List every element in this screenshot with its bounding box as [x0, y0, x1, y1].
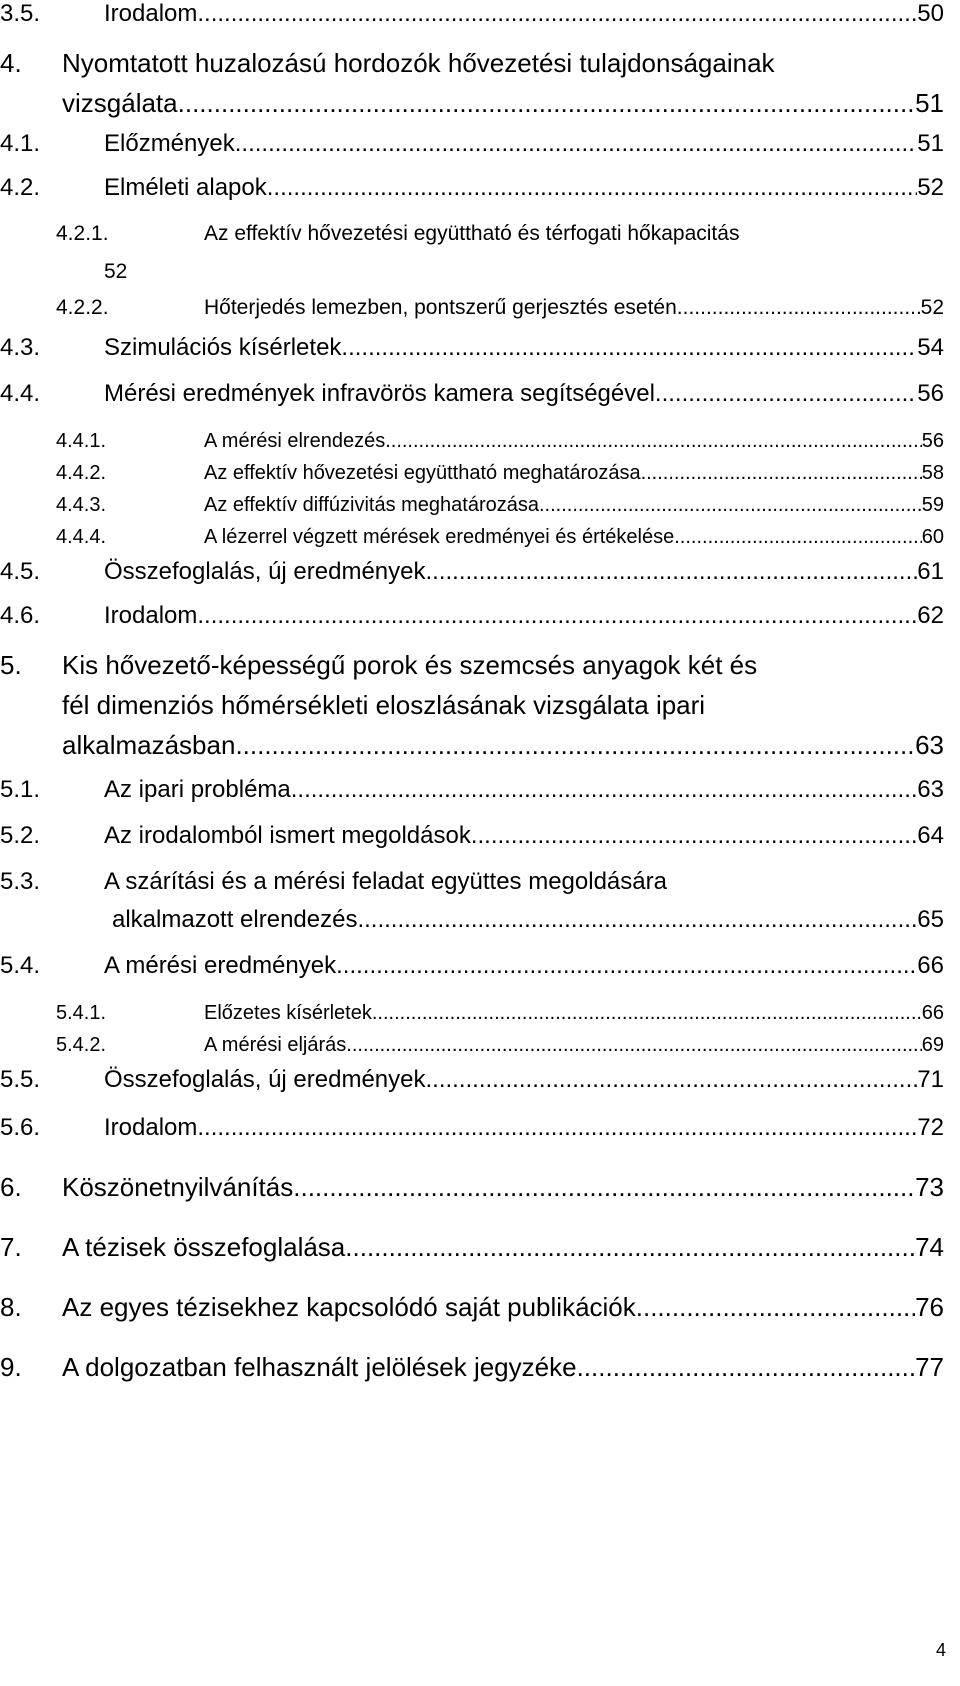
- toc-entry-8: 8. Az egyes tézisekhez kapcsolódó saját publikációk ..... 76: [0, 1292, 944, 1323]
- toc-entry-4-4-3: 4.4.3. Az effektív diffúzivitás meghatározása ..... 59: [56, 494, 944, 517]
- toc-entry-4-5: 4.5. Összefoglalás, új eredmények ..... 61: [0, 558, 944, 586]
- toc-entry-4-3: 4.3. Szimulációs kísérletek ..... 54: [0, 334, 944, 362]
- toc-entry-4-4-1: 4.4.1. A mérési elrendezés ..... 56: [56, 430, 944, 453]
- toc-entry-4-4-4: 4.4.4. A lézerrel végzett mérések eredményei és értékelése ..... 60: [56, 526, 944, 549]
- toc-entry-5: alkalmazásban ..... 63: [62, 730, 944, 761]
- toc-entry-4-4-2: 4.4.2. Az effektív hővezetési együttható meghatározása ..... 58: [56, 462, 944, 485]
- toc-entry-5-3-line1: 5.3. A szárítási és a mérési feladat együttes megoldására: [0, 868, 667, 895]
- toc-entry-4-line1: 4. Nyomtatott huzalozású hordozók hővezetési tulajdonságainak: [0, 48, 775, 78]
- toc-entry-7: 7. A tézisek összefoglalása ..... 74: [0, 1232, 944, 1263]
- toc-entry-5-5: 5.5. Összefoglalás, új eredmények ..... 71: [0, 1066, 944, 1094]
- toc-entry-4-2-1: 4.2.1. Az effektív hővezetési együttható és térfogati hőkapacitás: [56, 222, 740, 245]
- toc-entry-3-5: 3.5. Irodalom ..... 50: [0, 0, 944, 28]
- toc-entry-5-3: alkalmazott elrendezés ..... 65: [112, 906, 944, 934]
- toc-entry-4-6: 4.6. Irodalom ..... 62: [0, 602, 944, 630]
- toc-entry-6: 6. Köszönetnyilvánítás ..... 73: [0, 1172, 944, 1203]
- toc-entry-4: vizsgálata ..... 51: [62, 88, 944, 119]
- toc-entry-4-2-1-page: 52: [104, 260, 128, 283]
- toc-entry-5-4-2: 5.4.2. A mérési eljárás ..... 69: [56, 1034, 944, 1057]
- toc-entry-4-1: 4.1. Előzmények ..... 51: [0, 130, 944, 158]
- toc-entry-5-6: 5.6. Irodalom ..... 72: [0, 1114, 944, 1142]
- toc-entry-5-line1: 5. Kis hővezető-képességű porok és szemcsés anyagok két és: [0, 650, 758, 680]
- toc-entry-5-4: 5.4. A mérési eredmények ..... 66: [0, 952, 944, 980]
- toc-entry-5-2: 5.2. Az irodalomból ismert megoldások ..... 64: [0, 822, 944, 850]
- toc-entry-5-1: 5.1. Az ipari probléma ..... 63: [0, 776, 944, 804]
- toc-entry-9: 9. A dolgozatban felhasznált jelölések jegyzéke ..... 77: [0, 1352, 944, 1383]
- footer-page-number: 4: [935, 1640, 946, 1660]
- toc-entry-4-4: 4.4. Mérési eredmények infravörös kamera segítségével ..... 56: [0, 380, 944, 408]
- toc-entry-4-2: 4.2. Elméleti alapok ..... 52: [0, 174, 944, 202]
- toc-entry-5-4-1: 5.4.1. Előzetes kísérletek ..... 66: [56, 1002, 944, 1025]
- toc-entry-4-2-2: 4.2.2. Hőterjedés lemezben, pontszerű gerjesztés esetén ..... 52: [56, 296, 944, 320]
- toc-entry-5-line2: fél dimenziós hőmérsékleti eloszlásának vizsgálata ipari: [62, 690, 706, 720]
